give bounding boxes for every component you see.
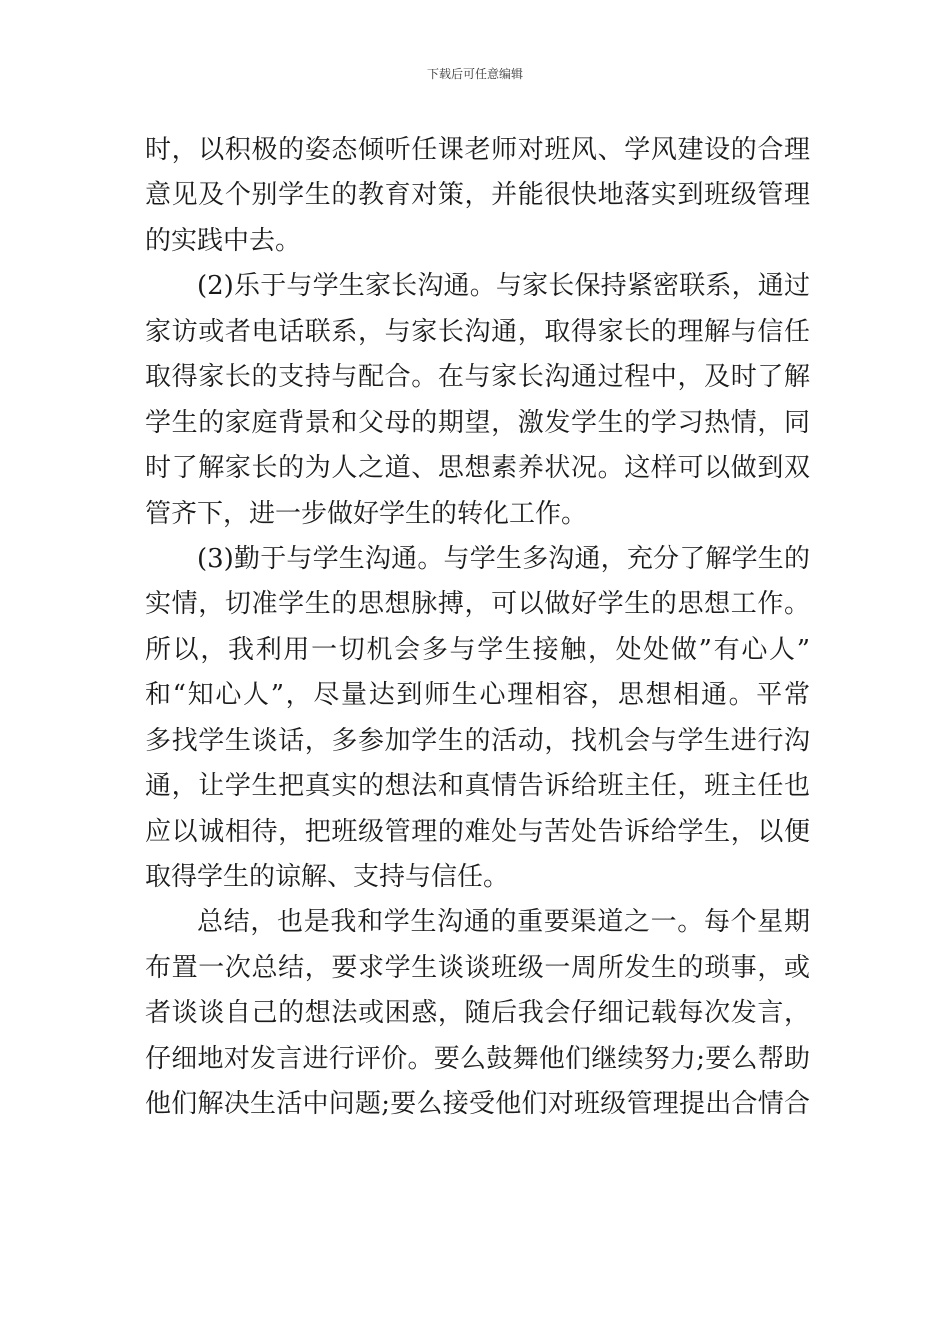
text-line: 通，让学生把真实的想法和真情告诉给班主任，班主任也 bbox=[145, 771, 810, 802]
text-line: 他们解决生活中问题;要么接受他们对班级管理提出合情合 bbox=[145, 1089, 810, 1120]
text-line: 时，以积极的姿态倾听任课老师对班风、学风建设的合理 bbox=[145, 135, 810, 165]
text-line: 管齐下，进一步做好学生的转化工作。 bbox=[145, 498, 588, 529]
text-line: 意见及个别学生的教育对策，并能很快地落实到班级管理 bbox=[145, 180, 810, 211]
text-line: 总结，也是我和学生沟通的重要渠道之一。每个星期 bbox=[197, 907, 810, 938]
text-line: 所以，我利用一切机会多与学生接触，处处做”有心人” bbox=[145, 634, 810, 665]
text-line: 多找学生谈话，多参加学生的活动，找机会与学生进行沟 bbox=[145, 725, 810, 756]
text-line: 布置一次总结，要求学生谈谈班级一周所发生的琐事，或 bbox=[145, 952, 810, 983]
text-line: 应以诚相待，把班级管理的难处与苦处告诉给学生，以便 bbox=[145, 816, 810, 847]
text-line: 者谈谈自己的想法或困惑，随后我会仔细记载每次发言， bbox=[145, 998, 810, 1029]
document-body bbox=[145, 128, 810, 1128]
page-header-note: 下载后可任意编辑 bbox=[426, 67, 523, 81]
text-line: 取得学生的谅解、支持与信任。 bbox=[145, 862, 510, 892]
text-line: 和“知心人”，尽量达到师生心理相容，思想相通。平常 bbox=[145, 680, 810, 711]
text-line: 家访或者电话联系，与家长沟通，取得家长的理解与信任 bbox=[145, 316, 810, 347]
text-line: (2)乐于与学生家长沟通。与家长保持紧密联系，通过 bbox=[197, 271, 810, 302]
text-line: 时了解家长的为人之道、思想素养状况。这样可以做到双 bbox=[145, 453, 810, 484]
text-line: 实情，切准学生的思想脉搏，可以做好学生的思想工作。 bbox=[145, 589, 810, 620]
text-line: (3)勤于与学生沟通。与学生多沟通，充分了解学生的 bbox=[197, 543, 810, 574]
text-line: 取得家长的支持与配合。在与家长沟通过程中，及时了解 bbox=[145, 362, 810, 393]
text-line: 仔细地对发言进行评价。要么鼓舞他们继续努力;要么帮助 bbox=[145, 1043, 810, 1074]
text-line: 学生的家庭背景和父母的期望，激发学生的学习热情，同 bbox=[145, 407, 810, 438]
text-line: 的实践中去。 bbox=[145, 225, 302, 256]
